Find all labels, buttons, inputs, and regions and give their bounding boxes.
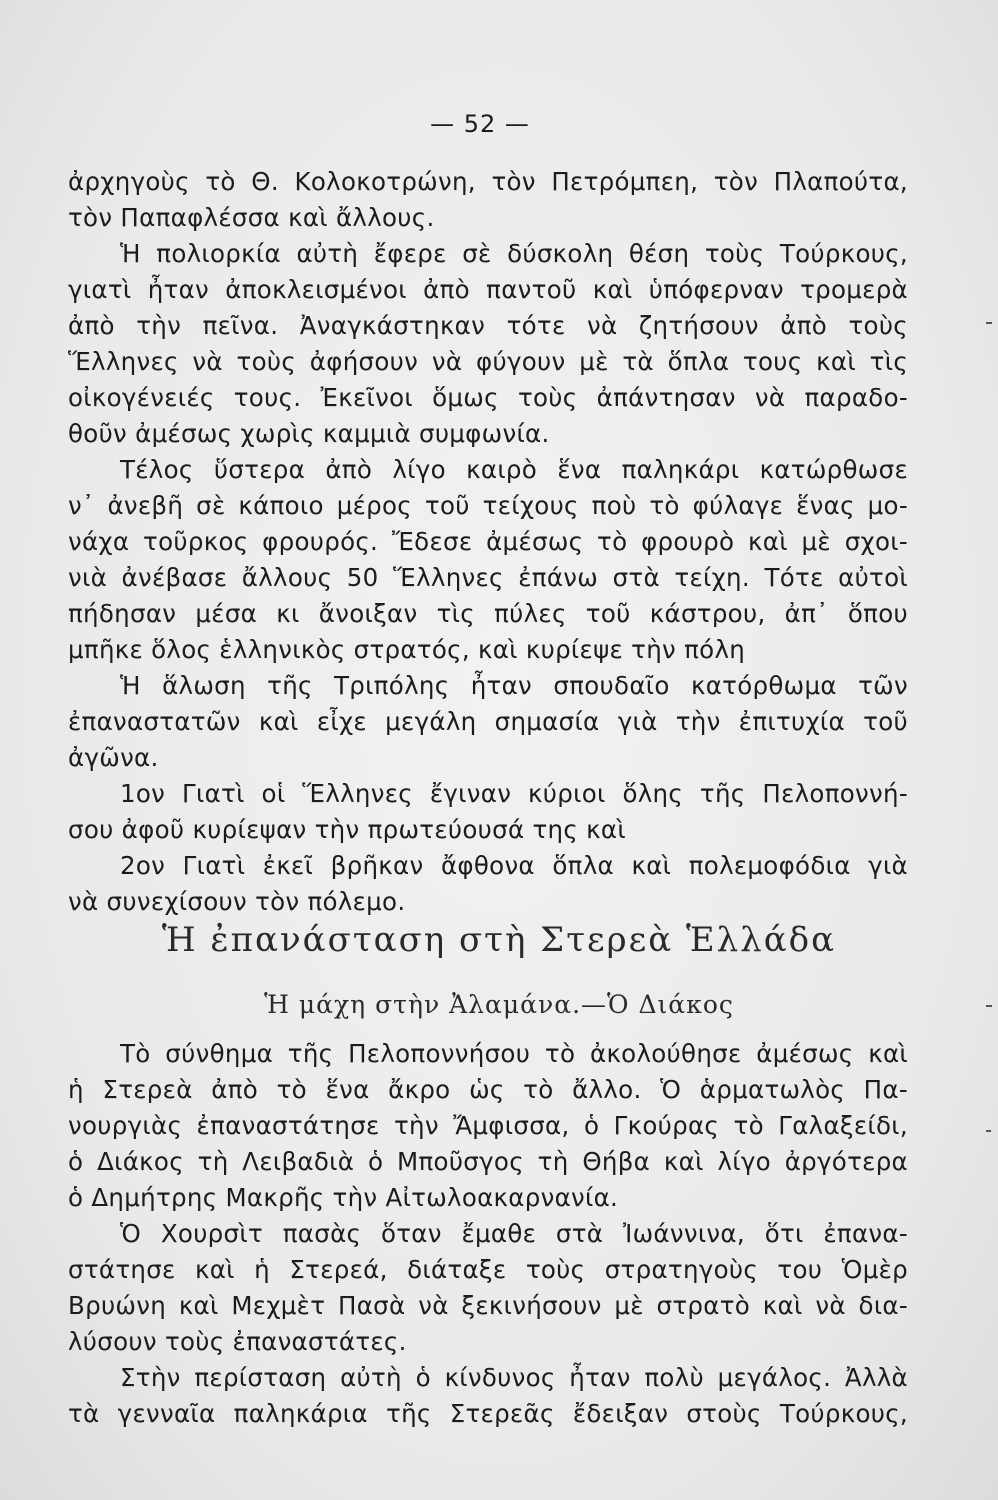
text-line: Στὴν περίσταση αὐτὴ ὁ κίνδυνος ἦταν πολὺ μεγάλος. Ἀλλὰ xyxy=(120,1363,908,1392)
text-line: μπῆκε ὅλος ἑλληνικὸς στρατός, καὶ κυρίεψε τὴν πόλη xyxy=(68,635,746,664)
scan-mark xyxy=(986,1005,992,1007)
text-line: ἀγῶνα. xyxy=(68,743,159,772)
text-line: Ἡ πολιορκία αὐτὴ ἔφερε σὲ δύσκολη θέση τοὺς Τούρκους, xyxy=(120,239,908,268)
text-line: πήδησαν μέσα κι ἄνοιξαν τὶς πύλες τοῦ κάστρου, ἀπ᾿ ὅπου xyxy=(68,599,908,628)
text-line: τὸν Παπαφλέσσα καὶ ἄλλους. xyxy=(68,203,435,232)
text-line: ὁ Διάκος τὴ Λειβαδιὰ ὁ Μποῦσγος τὴ Θήβα καὶ λίγο ἀργότερα xyxy=(68,1147,908,1176)
text-line: τὰ γενναῖα παληκάρια τῆς Στερεᾶς ἔδειξαν στοὺς Τούρκους, xyxy=(68,1399,908,1428)
scan-mark xyxy=(986,1130,991,1132)
text-line: 2ον Γιατὶ ἐκεῖ βρῆκαν ἄφθονα ὅπλα καὶ πολεμοφόδια γιὰ xyxy=(120,851,908,880)
text-line: ἀπὸ τὴν πεῖνα. Ἀναγκάστηκαν τότε νὰ ζητήσουν ἀπὸ τοὺς xyxy=(68,311,908,340)
text-line: Τέλος ὕστερα ἀπὸ λίγο καιρὸ ἕνα παληκάρι κατώρθωσε xyxy=(120,455,908,484)
scan-mark xyxy=(986,322,992,324)
text-line: νὰ συνεχίσουν τὸν πόλεμο. xyxy=(68,887,406,916)
text-line: Τὸ σύνθημα τῆς Πελοποννήσου τὸ ἀκολούθησε ἀμέσως καὶ xyxy=(120,1039,908,1068)
text-line: οἰκογένειές τους. Ἐκεῖνοι ὅμως τοὺς ἀπάντησαν νὰ παραδο- xyxy=(68,383,908,412)
section-heading: Ἡ ἐπανάσταση στὴ Στερεὰ Ἑλλάδα xyxy=(161,920,837,960)
text-line: Βρυώνη καὶ Μεχμὲτ Πασὰ νὰ ξεκινήσουν μὲ στρατὸ καὶ νὰ δια- xyxy=(68,1291,908,1320)
text-line: λύσουν τοὺς ἐπαναστάτες. xyxy=(68,1327,407,1356)
page-number: — 52 — xyxy=(430,110,530,138)
text-line: ἐπαναστατῶν καὶ εἶχε μεγάλη σημασία γιὰ τὴν ἐπιτυχία τοῦ xyxy=(68,707,908,736)
text-line: στάτησε καὶ ἡ Στερεά, διάταξε τοὺς στρατηγοὺς του Ὁμὲρ xyxy=(68,1255,908,1284)
text-line: Ὁ Χουρσὶτ πασὰς ὅταν ἔμαθε στὰ Ἰωάννινα, ὅτι ἐπανα- xyxy=(120,1219,908,1248)
section-subheading: Ἡ μάχη στὴν Ἀλαμάνα.—Ὁ Διάκος xyxy=(264,990,734,1019)
text-line: Ἕλληνες νὰ τοὺς ἀφήσουν νὰ φύγουν μὲ τὰ ὅπλα τους καὶ τὶς xyxy=(68,347,908,376)
text-line: νιὰ ἀνέβασε ἄλλους 50 Ἕλληνες ἐπάνω στὰ τείχη. Τότε αὐτοὶ xyxy=(68,563,908,592)
text-line: 1ον Γιατὶ οἱ Ἕλληνες ἔγιναν κύριοι ὅλης τῆς Πελοποννή- xyxy=(120,779,908,808)
text-line: ἀρχηγοὺς τὸ Θ. Κολοκοτρώνη, τὸν Πετρόμπεη, τὸν Πλαπούτα, xyxy=(68,167,908,196)
text-line: θοῦν ἀμέσως χωρὶς καμμιὰ συμφωνία. xyxy=(68,419,550,448)
text-line: ἡ Στερεὰ ἀπὸ τὸ ἕνα ἄκρο ὡς τὸ ἄλλο. Ὁ ἁρματωλὸς Πα- xyxy=(68,1075,908,1104)
text-line: ν᾿ ἀνεβῆ σὲ κάποιο μέρος τοῦ τείχους ποὺ τὸ φύλαγε ἕνας μο- xyxy=(68,491,908,520)
text-line: ὁ Δημήτρης Μακρῆς τὴν Αἰτωλοακαρνανία. xyxy=(68,1183,619,1212)
text-line: σου ἀφοῦ κυρίεψαν τὴν πρωτεύουσά της καὶ xyxy=(68,815,626,844)
text-line: γιατὶ ἦταν ἀποκλεισμένοι ἀπὸ παντοῦ καὶ ὑπόφερναν τρομερὰ xyxy=(68,275,908,304)
text-line: νάχα τοῦρκος φρουρός. Ἔδεσε ἀμέσως τὸ φρουρὸ καὶ μὲ σχοι- xyxy=(68,527,908,556)
text-line: νουργιὰς ἐπαναστάτησε τὴν Ἄμφισσα, ὁ Γκούρας τὸ Γαλαξείδι, xyxy=(68,1111,908,1140)
text-line: Ἡ ἅλωση τῆς Τριπόλης ἦταν σπουδαῖο κατόρθωμα τῶν xyxy=(120,671,908,700)
